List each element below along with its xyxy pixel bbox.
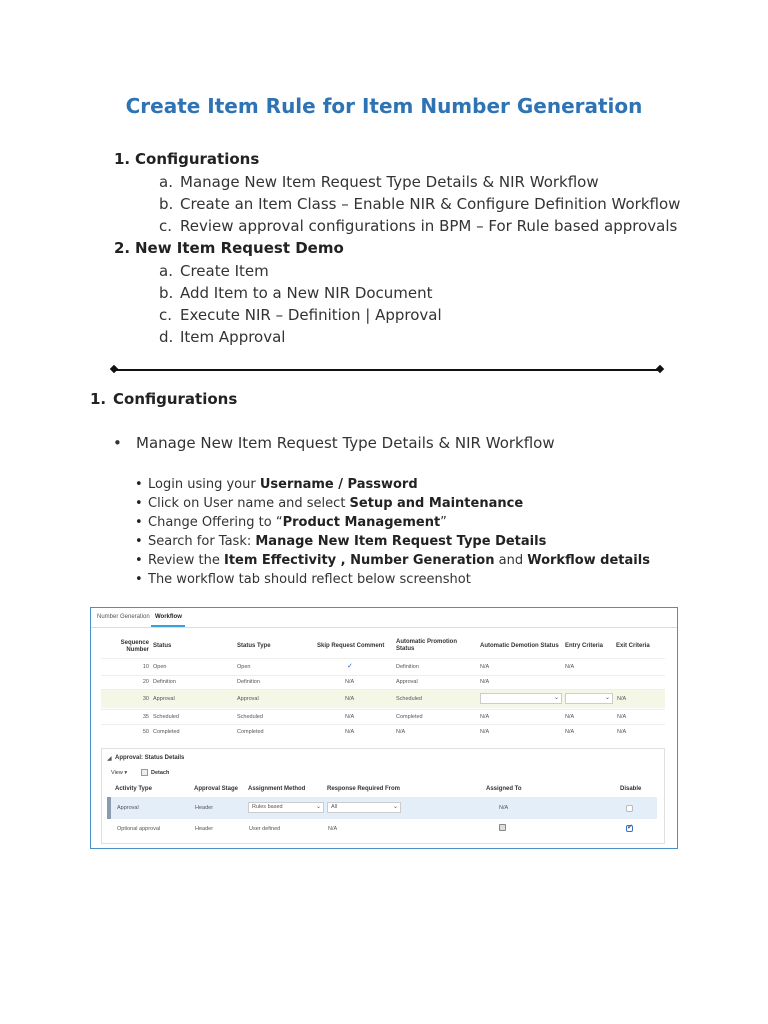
table-cell: N/A [345, 714, 355, 720]
disable-checkbox[interactable] [626, 805, 633, 812]
col-status: Status [153, 643, 172, 649]
panel-title: Approval: Status Details [115, 755, 185, 761]
table-cell: Approval [153, 696, 175, 702]
tab-workflow[interactable]: Workflow [155, 614, 182, 620]
approval-status-details-panel [101, 748, 665, 844]
col-status-type: Status Type [237, 643, 271, 649]
step-offering: Change Offering to “Product Management” [148, 515, 447, 530]
step-login: Login using your Username / Password [148, 477, 418, 492]
view-menu[interactable]: View ▾ [111, 770, 128, 776]
toc-letter: b. [159, 195, 174, 213]
table-cell: Optional approval [117, 826, 161, 832]
row-divider [101, 724, 665, 725]
section-bullet-text: Manage New Item Request Type Details & NIR Workflow [136, 434, 555, 452]
table-cell: N/A [617, 696, 627, 702]
toc-item: Create an Item Class – Enable NIR & Configure Definition Workflow [180, 195, 681, 213]
table-cell: 10 [142, 664, 149, 670]
table-cell: Definition [237, 679, 260, 685]
toc-letter: a. [159, 173, 173, 191]
table-cell: Completed [237, 729, 264, 735]
chevron-down-icon: ⌄ [392, 804, 398, 810]
col-activity-type: Activity Type [115, 786, 152, 792]
chevron-down-icon: ⌄ [604, 695, 610, 701]
section-number: 1. [90, 390, 107, 408]
chevron-down-icon: ⌄ [315, 804, 321, 810]
step-search: Search for Task: Manage New Item Request Type Details [148, 534, 547, 549]
section-heading: Configurations [113, 390, 238, 408]
toc-letter: b. [159, 284, 174, 302]
table-cell: Open [237, 664, 251, 670]
row-divider [101, 675, 665, 676]
header-divider [101, 658, 665, 659]
table-cell: Open [153, 664, 167, 670]
row-divider [101, 709, 665, 710]
toc-letter: a. [159, 262, 173, 280]
bullet-icon: • [135, 477, 143, 492]
table-cell: 20 [142, 679, 149, 685]
rule-end-diamond [110, 365, 118, 373]
table-cell: Scheduled [153, 714, 179, 720]
table-cell: N/A [345, 729, 355, 735]
row-selection-indicator [107, 797, 111, 819]
col-assigned-to: Assigned To [486, 786, 522, 792]
step-workflow: The workflow tab should reflect below screenshot [148, 572, 471, 587]
toc-heading-nir-demo: New Item Request Demo [135, 239, 344, 257]
tab-number-generation[interactable]: Number Generation [97, 614, 150, 620]
table-cell: N/A [480, 714, 490, 720]
assign-picker-icon[interactable] [499, 824, 506, 831]
tab-bar [91, 608, 677, 628]
rule-end-diamond [656, 365, 664, 373]
toc-item: Item Approval [180, 328, 286, 346]
table-cell: 50 [142, 729, 149, 735]
table-cell: N/A [480, 729, 490, 735]
table-cell: N/A [396, 729, 406, 735]
assignment-method-select[interactable]: Rules based ⌄ [248, 802, 324, 813]
check-icon: ✓ [347, 663, 353, 670]
table-cell: N/A [480, 679, 490, 685]
col-approval-stage: Approval Stage [194, 786, 239, 792]
table-cell: Completed [153, 729, 180, 735]
col-sequence-number: Sequence Number [120, 640, 149, 653]
table-cell: Approval [237, 696, 259, 702]
table-cell: N/A [565, 729, 575, 735]
table-cell: N/A [480, 664, 490, 670]
step-setup: Click on User name and select Setup and Maintenance [148, 496, 524, 511]
toc-item: Create Item [180, 262, 269, 280]
toc-num-2: 2. [114, 239, 131, 257]
table-cell: Scheduled [237, 714, 263, 720]
table-cell: Definition [396, 664, 419, 670]
toc-heading-configurations: Configurations [135, 150, 260, 168]
disable-checkbox[interactable] [626, 825, 633, 832]
table-cell: N/A [345, 696, 355, 702]
active-tab-indicator [151, 625, 185, 627]
dropdown-arrow-icon: ▾ [124, 770, 128, 776]
toc-item: Manage New Item Request Type Details & NIR Workflow [180, 173, 599, 191]
toc-item: Review approval configurations in BPM – For Rule based approvals [180, 217, 678, 235]
toc-item: Add Item to a New NIR Document [180, 284, 433, 302]
table-cell: 30 [142, 696, 149, 702]
table-cell: Scheduled [396, 696, 422, 702]
col-auto-promotion: Automatic Promotion Status [396, 639, 457, 652]
entry-criteria-select[interactable] [565, 693, 613, 704]
document-title: Create Item Rule for Item Number Generation [125, 94, 643, 118]
col-assignment-method: Assignment Method [248, 786, 306, 792]
col-exit-criteria: Exit Criteria [616, 643, 650, 649]
table-cell: Approval [117, 805, 139, 811]
table-cell: Header [195, 826, 214, 832]
bullet-icon: • [135, 496, 143, 511]
col-disable: Disable [620, 786, 642, 792]
demotion-status-select[interactable] [480, 693, 562, 704]
collapse-triangle-icon[interactable]: ◢ [107, 756, 112, 762]
bullet-icon: • [135, 553, 143, 568]
table-cell: 35 [142, 714, 149, 720]
bullet-icon: • [135, 572, 143, 587]
toc-item: Execute NIR – Definition | Approval [180, 306, 442, 324]
toc-letter: c. [159, 306, 173, 324]
bullet-icon: • [113, 434, 122, 452]
table-cell: N/A [345, 679, 355, 685]
table-cell: User defined [249, 826, 281, 832]
col-auto-demotion: Automatic Demotion Status [480, 643, 559, 649]
bullet-icon: • [135, 515, 143, 530]
table-cell: Definition [153, 679, 176, 685]
table-cell: N/A [565, 714, 575, 720]
bullet-icon: • [135, 534, 143, 549]
toc-letter: c. [159, 217, 173, 235]
detach-button[interactable]: Detach [151, 770, 170, 776]
table-cell: N/A [617, 729, 627, 735]
table-cell: N/A [617, 714, 627, 720]
table-cell: Approval [396, 679, 418, 685]
col-entry-criteria: Entry Criteria [565, 643, 604, 649]
col-response-required: Response Required From [327, 786, 401, 792]
toc-letter: d. [159, 328, 174, 346]
col-skip-request-comment: Skip Request Comment [317, 643, 385, 649]
step-review: Review the Item Effectivity , Number Generation and Workflow details [148, 553, 650, 568]
workflow-screenshot [90, 607, 678, 849]
table-cell: N/A [328, 826, 338, 832]
table-cell: N/A [499, 805, 509, 811]
horizontal-rule [114, 369, 660, 371]
table-cell: Completed [396, 714, 423, 720]
toc-num-1: 1. [114, 150, 131, 168]
detach-icon[interactable] [141, 769, 148, 776]
chevron-down-icon: ⌄ [553, 695, 559, 701]
table-cell: Header [195, 805, 214, 811]
response-required-select[interactable]: All ⌄ [327, 802, 401, 813]
table-cell: N/A [565, 664, 575, 670]
